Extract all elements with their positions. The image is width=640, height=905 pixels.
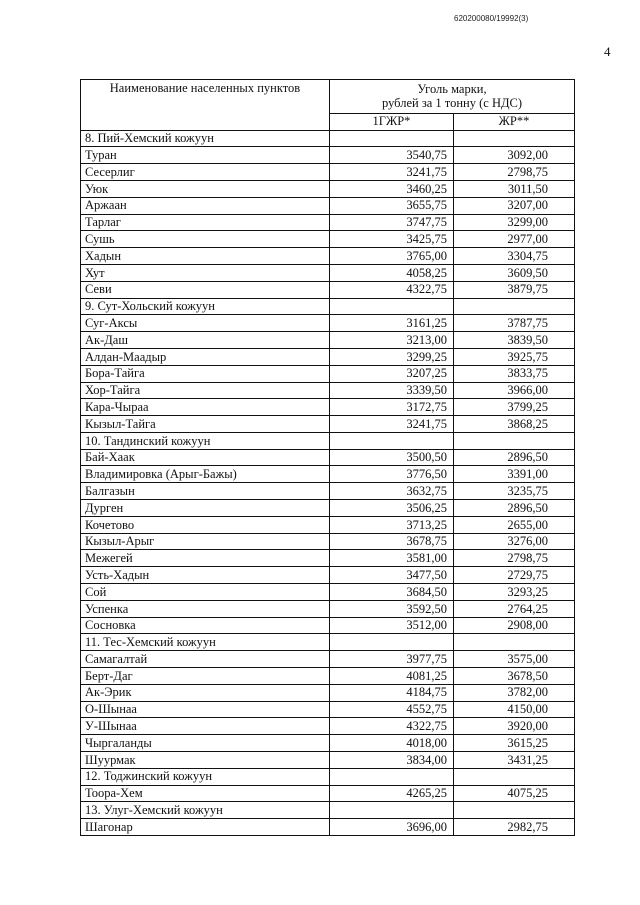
table-row <box>81 718 575 735</box>
settlement-name: Бай-Хаак <box>81 449 330 466</box>
price-zhr: 3299,00 <box>454 214 575 231</box>
settlement-name: Самагалтай <box>81 651 330 668</box>
empty-cell <box>330 432 454 449</box>
price-zhr: 3678,50 <box>454 668 575 685</box>
settlement-name: Межегей <box>81 550 330 567</box>
price-1gzhr: 3241,75 <box>330 416 454 433</box>
settlement-name: Берт-Даг <box>81 668 330 685</box>
settlement-name: Успенка <box>81 600 330 617</box>
price-zhr: 4075,25 <box>454 785 575 802</box>
empty-cell <box>330 768 454 785</box>
settlement-name: Сосновка <box>81 617 330 634</box>
page-number: 4 <box>604 44 611 59</box>
district-group-row <box>81 130 575 147</box>
empty-cell <box>330 130 454 147</box>
table-row <box>81 600 575 617</box>
price-1gzhr: 3241,75 <box>330 164 454 181</box>
settlement-name: Шуурмак <box>81 752 330 769</box>
price-zhr: 3920,00 <box>454 718 575 735</box>
price-1gzhr: 3592,50 <box>330 600 454 617</box>
header-coal-price-line1: Уголь марки, <box>417 82 487 96</box>
table-row <box>81 567 575 584</box>
settlement-name: О-Шынаа <box>81 701 330 718</box>
price-zhr: 4150,00 <box>454 701 575 718</box>
coal-price-table <box>80 79 575 836</box>
settlement-name: Хадын <box>81 248 330 265</box>
price-1gzhr: 3161,25 <box>330 315 454 332</box>
price-zhr: 3609,50 <box>454 264 575 281</box>
price-zhr: 3304,75 <box>454 248 575 265</box>
table-row <box>81 416 575 433</box>
subheader-1gzhr: 1ГЖР* <box>330 113 454 130</box>
settlement-name: Севи <box>81 281 330 298</box>
empty-cell <box>330 634 454 651</box>
price-1gzhr: 4552,75 <box>330 701 454 718</box>
header-settlement-name: Наименование населенных пунктов <box>81 80 330 131</box>
empty-cell <box>330 298 454 315</box>
table-row <box>81 231 575 248</box>
table-row <box>81 164 575 181</box>
table-row <box>81 500 575 517</box>
table-body <box>81 130 575 835</box>
price-zhr: 2655,00 <box>454 516 575 533</box>
district-group-row <box>81 634 575 651</box>
price-1gzhr: 4184,75 <box>330 684 454 701</box>
price-zhr: 2729,75 <box>454 567 575 584</box>
settlement-name: Кызыл-Арыг <box>81 533 330 550</box>
price-1gzhr: 3506,25 <box>330 500 454 517</box>
settlement-name: Владимировка (Арыг-Бажы) <box>81 466 330 483</box>
table-row <box>81 399 575 416</box>
price-1gzhr: 4265,25 <box>330 785 454 802</box>
price-1gzhr: 4058,25 <box>330 264 454 281</box>
settlement-name: Чыргаланды <box>81 735 330 752</box>
price-1gzhr: 3460,25 <box>330 180 454 197</box>
settlement-name: Аржаан <box>81 197 330 214</box>
table-row <box>81 684 575 701</box>
district-name: 9. Сут-Хольский кожуун <box>81 298 330 315</box>
price-zhr: 3799,25 <box>454 399 575 416</box>
table-row <box>81 533 575 550</box>
settlement-name: Сушь <box>81 231 330 248</box>
settlement-name: Кочетово <box>81 516 330 533</box>
table-row <box>81 315 575 332</box>
table-row <box>81 701 575 718</box>
price-1gzhr: 3713,25 <box>330 516 454 533</box>
district-group-row <box>81 432 575 449</box>
district-group-row <box>81 768 575 785</box>
table-row <box>81 516 575 533</box>
price-zhr: 3839,50 <box>454 332 575 349</box>
table-row <box>81 281 575 298</box>
settlement-name: Уюк <box>81 180 330 197</box>
district-group-row <box>81 298 575 315</box>
price-1gzhr: 3512,00 <box>330 617 454 634</box>
price-1gzhr: 3213,00 <box>330 332 454 349</box>
price-1gzhr: 3655,75 <box>330 197 454 214</box>
settlement-name: Кара-Чыраа <box>81 399 330 416</box>
table-row <box>81 584 575 601</box>
table-row <box>81 248 575 265</box>
settlement-name: Сой <box>81 584 330 601</box>
table-row <box>81 550 575 567</box>
district-group-row <box>81 802 575 819</box>
price-1gzhr: 3477,50 <box>330 567 454 584</box>
price-zhr: 2982,75 <box>454 819 575 836</box>
price-1gzhr: 3977,75 <box>330 651 454 668</box>
settlement-name: Кызыл-Тайга <box>81 416 330 433</box>
settlement-name: Дурген <box>81 500 330 517</box>
header-coal-price <box>330 80 575 114</box>
empty-cell <box>454 802 575 819</box>
empty-cell <box>330 802 454 819</box>
district-name: 12. Тоджинский кожуун <box>81 768 330 785</box>
price-1gzhr: 3299,25 <box>330 348 454 365</box>
table-row <box>81 668 575 685</box>
settlement-name: Туран <box>81 147 330 164</box>
settlement-name: Тоора-Хем <box>81 785 330 802</box>
district-name: 13. Улуг-Хемский кожуун <box>81 802 330 819</box>
settlement-name: Тарлаг <box>81 214 330 231</box>
table-row <box>81 197 575 214</box>
price-1gzhr: 3540,75 <box>330 147 454 164</box>
empty-cell <box>454 634 575 651</box>
price-zhr: 3575,00 <box>454 651 575 668</box>
price-1gzhr: 4081,25 <box>330 668 454 685</box>
price-zhr: 3787,75 <box>454 315 575 332</box>
subheader-zhr: ЖР** <box>454 113 575 130</box>
price-1gzhr: 3696,00 <box>330 819 454 836</box>
table-row <box>81 617 575 634</box>
price-zhr: 3011,50 <box>454 180 575 197</box>
header-coal-price-line2: рублей за 1 тонну (с НДС) <box>382 96 522 111</box>
price-zhr: 2798,75 <box>454 164 575 181</box>
price-zhr: 3293,25 <box>454 584 575 601</box>
table-row <box>81 449 575 466</box>
table-row <box>81 735 575 752</box>
district-name: 10. Тандинский кожуун <box>81 432 330 449</box>
price-zhr: 3391,00 <box>454 466 575 483</box>
empty-cell <box>454 768 575 785</box>
price-1gzhr: 3207,25 <box>330 365 454 382</box>
price-zhr: 3235,75 <box>454 483 575 500</box>
price-1gzhr: 3172,75 <box>330 399 454 416</box>
table-row <box>81 264 575 281</box>
price-zhr: 3879,75 <box>454 281 575 298</box>
table-row <box>81 819 575 836</box>
price-1gzhr: 3500,50 <box>330 449 454 466</box>
price-zhr: 3868,25 <box>454 416 575 433</box>
table-row <box>81 785 575 802</box>
price-zhr: 3207,00 <box>454 197 575 214</box>
price-zhr: 2764,25 <box>454 600 575 617</box>
settlement-name: Бора-Тайга <box>81 365 330 382</box>
table-row <box>81 365 575 382</box>
price-1gzhr: 4322,75 <box>330 281 454 298</box>
table-row <box>81 466 575 483</box>
price-1gzhr: 3776,50 <box>330 466 454 483</box>
settlement-name: Хут <box>81 264 330 281</box>
price-zhr: 3276,00 <box>454 533 575 550</box>
price-1gzhr: 3678,75 <box>330 533 454 550</box>
price-zhr: 2896,50 <box>454 449 575 466</box>
settlement-name: Ак-Даш <box>81 332 330 349</box>
price-zhr: 3833,75 <box>454 365 575 382</box>
settlement-name: Сесерлиг <box>81 164 330 181</box>
district-name: 8. Пий-Хемский кожуун <box>81 130 330 147</box>
table-row <box>81 651 575 668</box>
price-1gzhr: 3632,75 <box>330 483 454 500</box>
table-row <box>81 214 575 231</box>
table-row <box>81 752 575 769</box>
settlement-name: Шагонар <box>81 819 330 836</box>
price-1gzhr: 3765,00 <box>330 248 454 265</box>
price-1gzhr: 3747,75 <box>330 214 454 231</box>
table-row <box>81 147 575 164</box>
settlement-name: У-Шынаа <box>81 718 330 735</box>
table-header-row <box>81 80 575 114</box>
document-id: 620200080/19992(3) <box>454 14 529 23</box>
price-zhr: 2896,50 <box>454 500 575 517</box>
price-zhr: 3782,00 <box>454 684 575 701</box>
empty-cell <box>454 432 575 449</box>
table-row <box>81 382 575 399</box>
settlement-name: Хор-Тайга <box>81 382 330 399</box>
price-zhr: 3925,75 <box>454 348 575 365</box>
price-1gzhr: 3425,75 <box>330 231 454 248</box>
table-row <box>81 483 575 500</box>
settlement-name: Алдан-Маадыр <box>81 348 330 365</box>
price-1gzhr: 3834,00 <box>330 752 454 769</box>
settlement-name: Суг-Аксы <box>81 315 330 332</box>
price-zhr: 3966,00 <box>454 382 575 399</box>
price-1gzhr: 4018,00 <box>330 735 454 752</box>
price-zhr: 2908,00 <box>454 617 575 634</box>
price-zhr: 2977,00 <box>454 231 575 248</box>
settlement-name: Балгазын <box>81 483 330 500</box>
settlement-name: Ак-Эрик <box>81 684 330 701</box>
empty-cell <box>454 130 575 147</box>
empty-cell <box>454 298 575 315</box>
table-row <box>81 348 575 365</box>
price-zhr: 3431,25 <box>454 752 575 769</box>
price-1gzhr: 3581,00 <box>330 550 454 567</box>
table-row <box>81 332 575 349</box>
settlement-name: Усть-Хадын <box>81 567 330 584</box>
price-zhr: 3615,25 <box>454 735 575 752</box>
table-row <box>81 180 575 197</box>
price-1gzhr: 3339,50 <box>330 382 454 399</box>
price-1gzhr: 3684,50 <box>330 584 454 601</box>
district-name: 11. Тес-Хемский кожуун <box>81 634 330 651</box>
price-1gzhr: 4322,75 <box>330 718 454 735</box>
price-zhr: 2798,75 <box>454 550 575 567</box>
price-zhr: 3092,00 <box>454 147 575 164</box>
